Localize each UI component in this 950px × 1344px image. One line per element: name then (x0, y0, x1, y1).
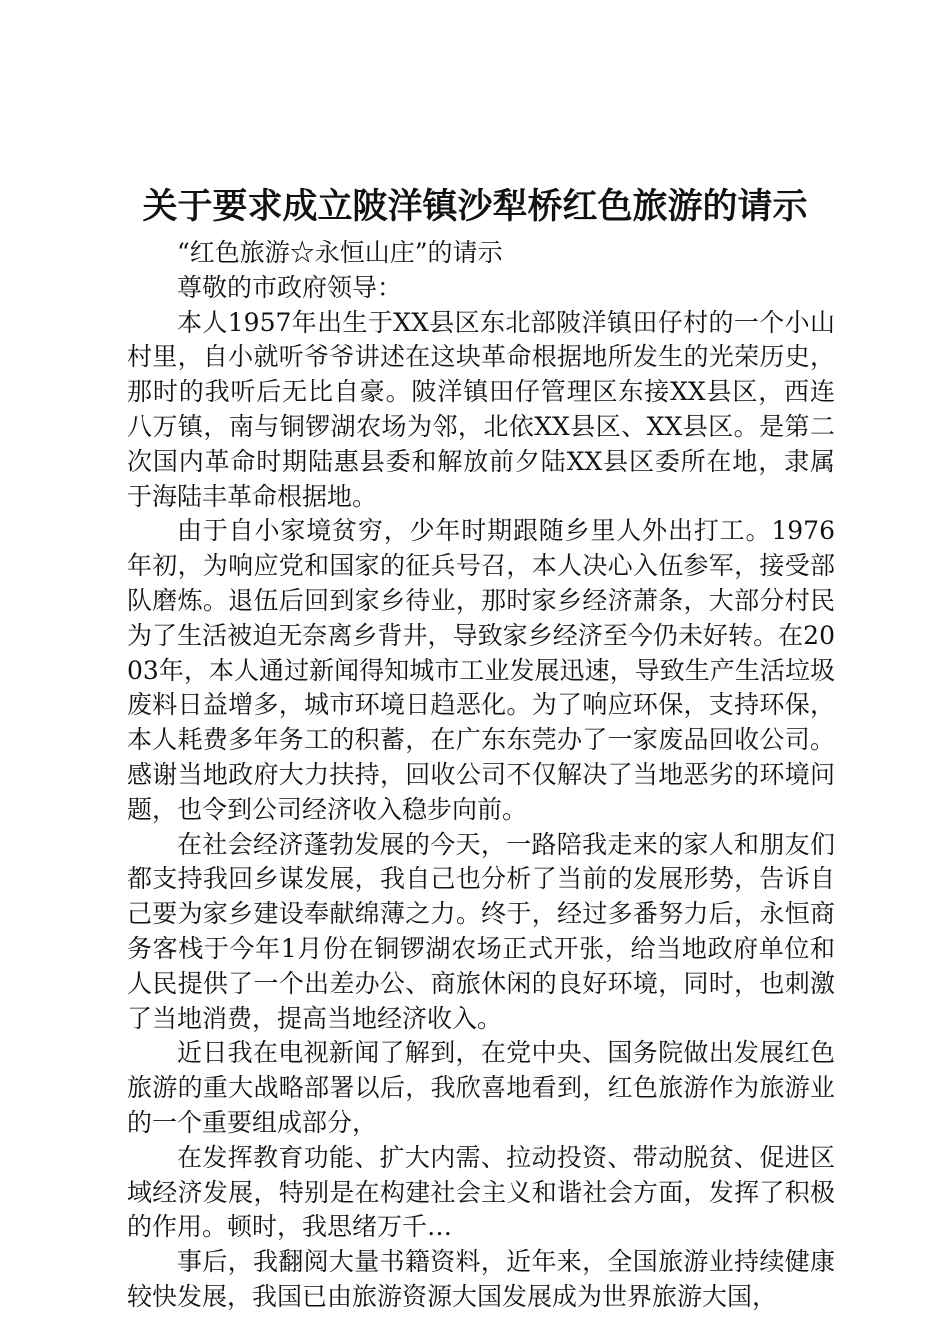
document-title: 关于要求成立陂洋镇沙犁桥红色旅游的请示 (142, 186, 808, 227)
paragraph: 事后，我翻阅大量书籍资料，近年来，全国旅游业持续健康较快发展，我国已由旅游资源大国发展成为世界旅游大国， (127, 1247, 835, 1311)
paragraph: 近日我在电视新闻了解到，在党中央、国务院做出发展红色旅游的重大战略部署以后，我欣喜地看到，红色旅游作为旅游业的一个重要组成部分， (127, 1038, 835, 1137)
paragraph: 在发挥教育功能、扩大内需、拉动投资、带动脱贫、促进区域经济发展，特别是在构建社会主义和谐社会方面，发挥了积极的作用。顿时，我思绪万千… (127, 1142, 835, 1242)
document-body (127, 236, 835, 1315)
subtitle-line: “红色旅游☆永恒山庄”的请示 (177, 238, 503, 267)
paragraph: 在社会经济蓬勃发展的今天，一路陪我走来的家人和朋友们都支持我回乡谋发展，我自己也分析了当前的发展形势，告诉自己要为家乡建设奉献绵薄之力。终于，经过多番努力后，永恒商务客栈于今年1月份在铜锣湖农场正式开张，给当地政府单位和人民提供了一个出差办公、商旅休闲的良好环境，同时，也刺激了当地消费，提高当地经济收入。 (127, 829, 835, 1033)
paragraph: 本人1957年出生于XX县区东北部陂洋镇田仔村的一个小山村里，自小就听爷爷讲述在这块革命根据地所发生的光荣历史，那时的我听后无比自豪。陂洋镇田仔管理区东接XX县区，西连八万镇，南与铜锣湖农场为邻，北依XX县区、XX县区。是第二次国内革命时期陆惠县委和解放前夕陆XX县区委所在地，隶属于海陆丰革命根据地。 (127, 307, 835, 511)
paragraph: 由于自小家境贫穷，少年时期跟随乡里人外出打工。1976年初，为响应党和国家的征兵号召，本人决心入伍参军，接受部队磨炼。退伍后回到家乡待业，那时家乡经济萧条，大部分村民为了生活被迫无奈离乡背井，导致家乡经济至今仍未好转。在2003年，本人通过新闻得知城市工业发展迅速，导致生产生活垃圾废料日益增多，城市环境日趋恶化。为了响应环保，支持环保，本人耗费多年务工的积蓄，在广东东莞办了一家废品回收公司。感谢当地政府大力扶持，回收公司不仅解决了当地恶劣的环境问题，也令到公司经济收入稳步向前。 (127, 516, 835, 824)
salutation-line: 尊敬的市政府领导： (177, 272, 403, 302)
